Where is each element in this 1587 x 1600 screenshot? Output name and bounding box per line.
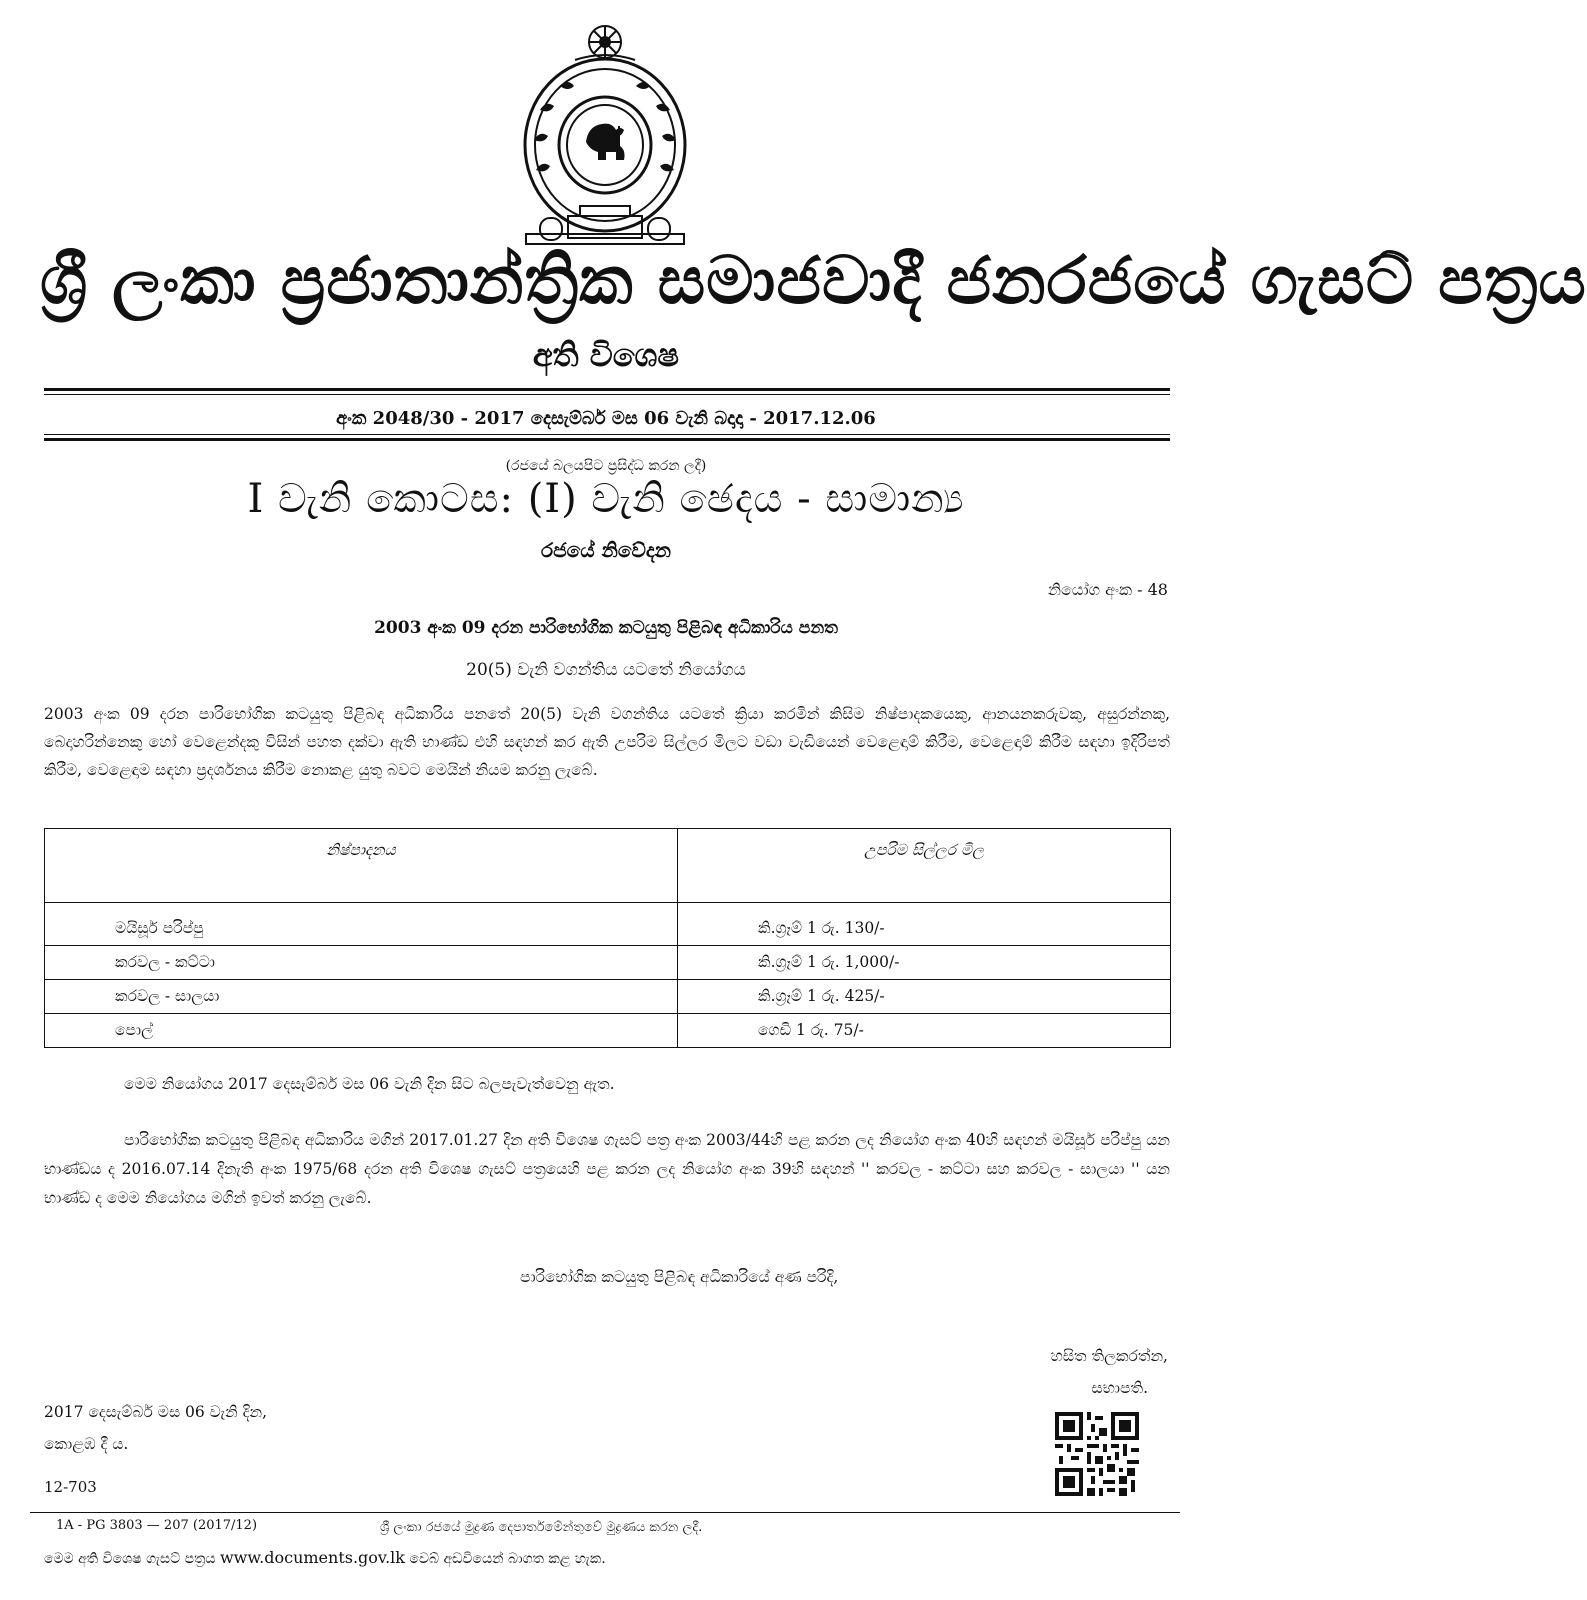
download-notice-post: වෙබ් අඩවියෙන් බාගත කළ හැක. [409,1551,606,1567]
print-code: 1A - PG 3803 — 207 (2017/12) [56,1518,258,1533]
signing-date: 2017 දෙසැම්බර් මස 06 වැනි දින, [44,1403,268,1421]
product-cell: මයිසූර් පරිප්පු [45,903,678,946]
product-cell: කරවල - සාලයා [45,980,678,1014]
download-notice-pre: මෙම අති විශෙෂ ගැසට් පත්‍රය [44,1551,216,1567]
qr-code-icon [1055,1412,1139,1496]
header-rule-top [44,388,1170,391]
header-rule-bottom [44,438,1170,441]
reference-number: 12-703 [44,1478,97,1496]
column-header-product: නිෂ්පාදනය [45,829,678,903]
issue-number-date: අංක 2048/30 - 2017 දෙසැම්බර් මස 06 වැනි බදාදා - 2017.12.06 [336,408,876,429]
signatory-name: හසිත තිලකරත්න, [1050,1347,1168,1365]
price-cell: කි.ග්‍රෑම් 1 රු. 1,000/- [678,946,1171,980]
table-row [45,980,1171,1014]
signatory-block [1051,1340,1168,1404]
product-cell: පොල් [45,1014,678,1048]
product-cell: කරවල - කට්ටා [45,946,678,980]
signatory-designation: සභාපති. [1091,1379,1148,1397]
header-rule-bottom-thin [44,434,1170,435]
header-rule-top-thin [44,394,1170,395]
published-by-authority: (රජයේ බලයපිට ප්‍රසිද්ධ කරන ලදී) [505,458,707,474]
government-notifications-heading: රජයේ නිවේදන [541,538,671,562]
gazette-masthead-title: ශ්‍රී ලංකා ප්‍රජාතාන්ත්‍රික සමාජවාදී ජනරජයේ ගැසට් පත්‍රය [40,242,1587,319]
date-place-block [44,1396,267,1460]
printer-credit: ශ්‍රී ලංකා රජයේ මුද්‍රණ දෙපාර්තමේන්තුවේ මුද්‍රණය කරන ලදී. [380,1520,703,1535]
table-row [45,903,1171,946]
effective-date-paragraph: මෙම නියෝගය 2017 දෙසැම්බර් මස 06 වැනි දින සිට බලපැවැත්වෙනු ඇත. [124,1075,615,1093]
part-section-title: I වැනි කොටස: (I) වැනි ඡෙදය - සාමාන්‍ය [247,476,965,522]
download-notice [44,1548,1174,1567]
footer-rule [30,1512,1180,1513]
table-header-row [45,829,1171,903]
intro-paragraph: 2003 අංක 09 දරන පාරිභෝගික කටයුතු පිළිබඳ අධිකාරිය පනතේ 20(5) වැනි වගන්තිය යටතේ ක්‍රියා කරමින් කිසිම නිෂ්පාදකයෙකු, ආනයනකරුවකු, අසුරන්නකු, බෙදාහරින්නෙකු හෝ වෙළෙන්දකු විසින් පහත දක්වා ඇති භාණ්ඩ එහි සඳහන් කර ඇති උපරිම සිල්ලර මිලට වඩා වැඩියෙන් වෙළෙඳාම් කිරීම, වෙළෙඳාම් කිරීම සඳහා ඉදිරිපත් කිරීම, වෙළෙඳාම සඳහා ප්‍රදර්ශනය කිරීම නොකළ යුතු බවට මෙයින් නියම කරනු ලැබේ. [44,705,1170,779]
documents-website-link[interactable]: www.documents.gov.lk [219,1548,405,1567]
price-cell: කි.ග්‍රෑම් 1 රු. 425/- [678,980,1171,1014]
revocation-paragraph: පාරිභෝගික කටයුතු පිළිබඳ අධිකාරිය මගින් 2017.01.27 දින අති විශෙෂ ගැසට් පත්‍ර අංක 2003/44හි පළ කරන ලද නියෝග අංක 40හි සඳහන් මයිසූර් පරිප්පු යන භාණ්ඩය ද 2016.07.14 දිනැති අංක 1975/68 දරන අති විශෙෂ ගැසට් පත්‍රයෙහි පළ කරන ලද නියෝග අංක 39හි සඳහන් '' කරවල - කට්ටා සහ කරවල - සාලයා '' යන භාණ්ඩ ද මෙම නියෝගය මගින් ඉවත් කරනු ලැබේ. [44,1131,1170,1207]
clause-heading: 20(5) වැනි වගන්තිය යටතේ නියෝගය [466,660,746,680]
national-emblem-icon [520,20,690,250]
table-row [45,1014,1171,1048]
by-order-line: පාරිභෝගික කටයුතු පිළිබඳ අධිකාරියේ අණ පරිදි, [520,1268,839,1286]
price-cell: කි.ග්‍රෑම් 1 රු. 130/- [678,903,1171,946]
extraordinary-subtitle: අති විශෙෂ [532,336,680,374]
table-row [45,946,1171,980]
act-title: 2003 අංක 09 දරන පාරිභෝගික කටයුතු පිළිබඳ අධිකාරිය පනත [374,618,838,638]
order-number: නියෝග අංක - 48 [1047,580,1168,599]
price-cell: ගෙඩි 1 රු. 75/- [678,1014,1171,1048]
signing-place: කොළඹ දී ය. [44,1435,129,1453]
max-retail-price-table [44,828,1171,1048]
column-header-max-price: උපරිම සිල්ලර මිල [678,829,1171,903]
